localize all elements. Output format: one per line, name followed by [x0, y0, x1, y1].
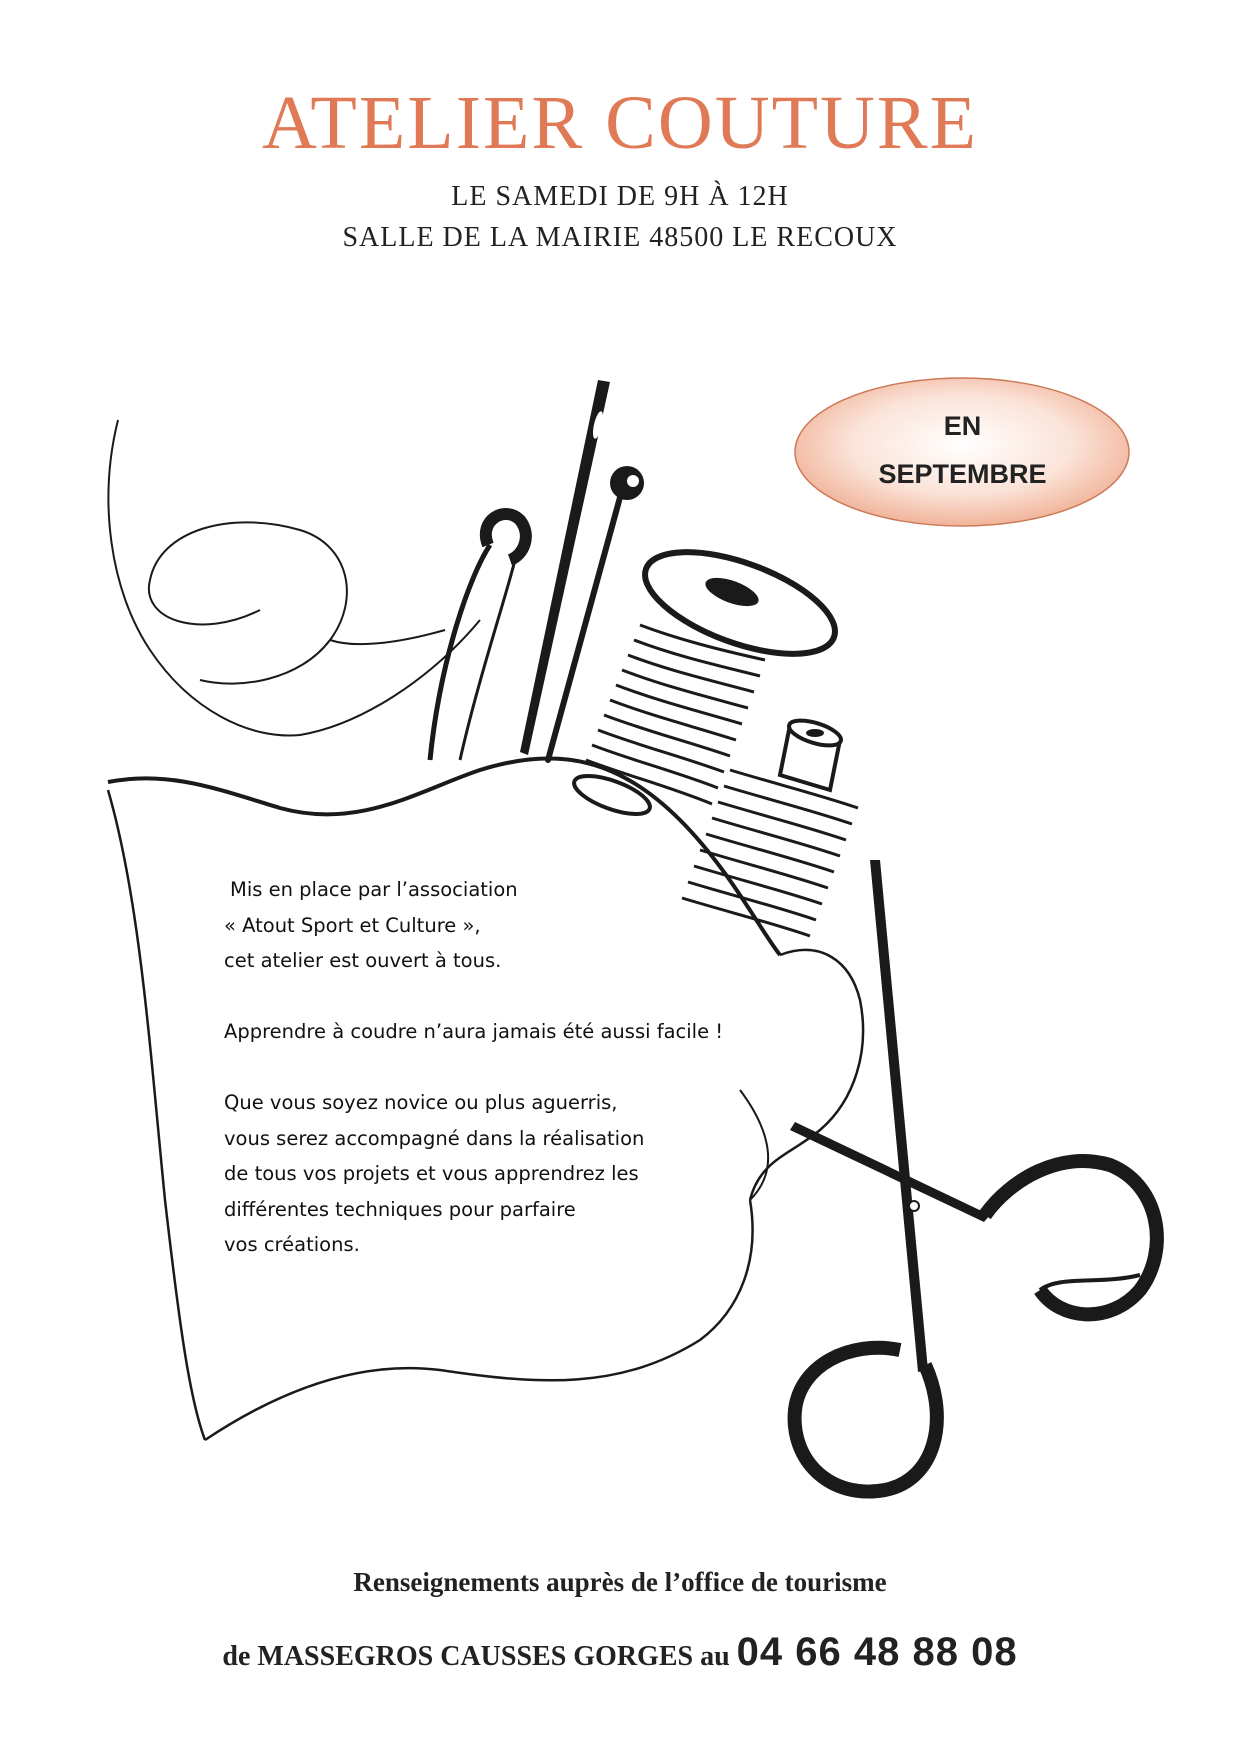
description-line: Que vous soyez novice ou plus aguerris, [224, 1091, 618, 1114]
description-paragraph-2 [224, 1014, 764, 1050]
description-line: différentes techniques pour parfaire [224, 1197, 576, 1221]
description-block [224, 872, 764, 1298]
description-line: vos créations. [224, 1233, 360, 1256]
badge-line-2: SEPTEMBRE [878, 458, 1047, 489]
description-paragraph-1 [224, 872, 764, 979]
schedule-text: LE SAMEDI DE 9H À 12H [451, 181, 789, 212]
description-line: vous serez accompagné dans la réalisation [224, 1126, 645, 1150]
badge-line-1: EN [943, 410, 982, 441]
thread-icon [108, 420, 480, 736]
description-line: « Atout Sport et Culture », [224, 913, 481, 937]
info-line: Renseignements auprès de l’office de tourisme [353, 1567, 887, 1597]
location-text: SALLE DE LA MAIRIE 48500 LE RECOUX [342, 222, 898, 253]
contact-prefix: de MASSEGROS CAUSSES GORGES au [222, 1641, 737, 1672]
contact-line [0, 1630, 1240, 1675]
description-paragraph-3 [224, 1085, 764, 1263]
scissors-icon [790, 860, 1157, 1492]
safety-pin-icon [430, 514, 526, 760]
description-line: Mis en place par l’association [230, 878, 518, 901]
description-line: Apprendre à coudre n’aura jamais été aussi facile ! [224, 1020, 724, 1043]
description-line: cet atelier est ouvert à tous. [224, 949, 502, 972]
poster-title: ATELIER COUTURE [261, 81, 979, 165]
month-badge [795, 377, 1130, 522]
phone-number: 04 66 48 88 08 [736, 1630, 1018, 1674]
description-line: de tous vos projets et vous apprendrez les [224, 1162, 639, 1185]
